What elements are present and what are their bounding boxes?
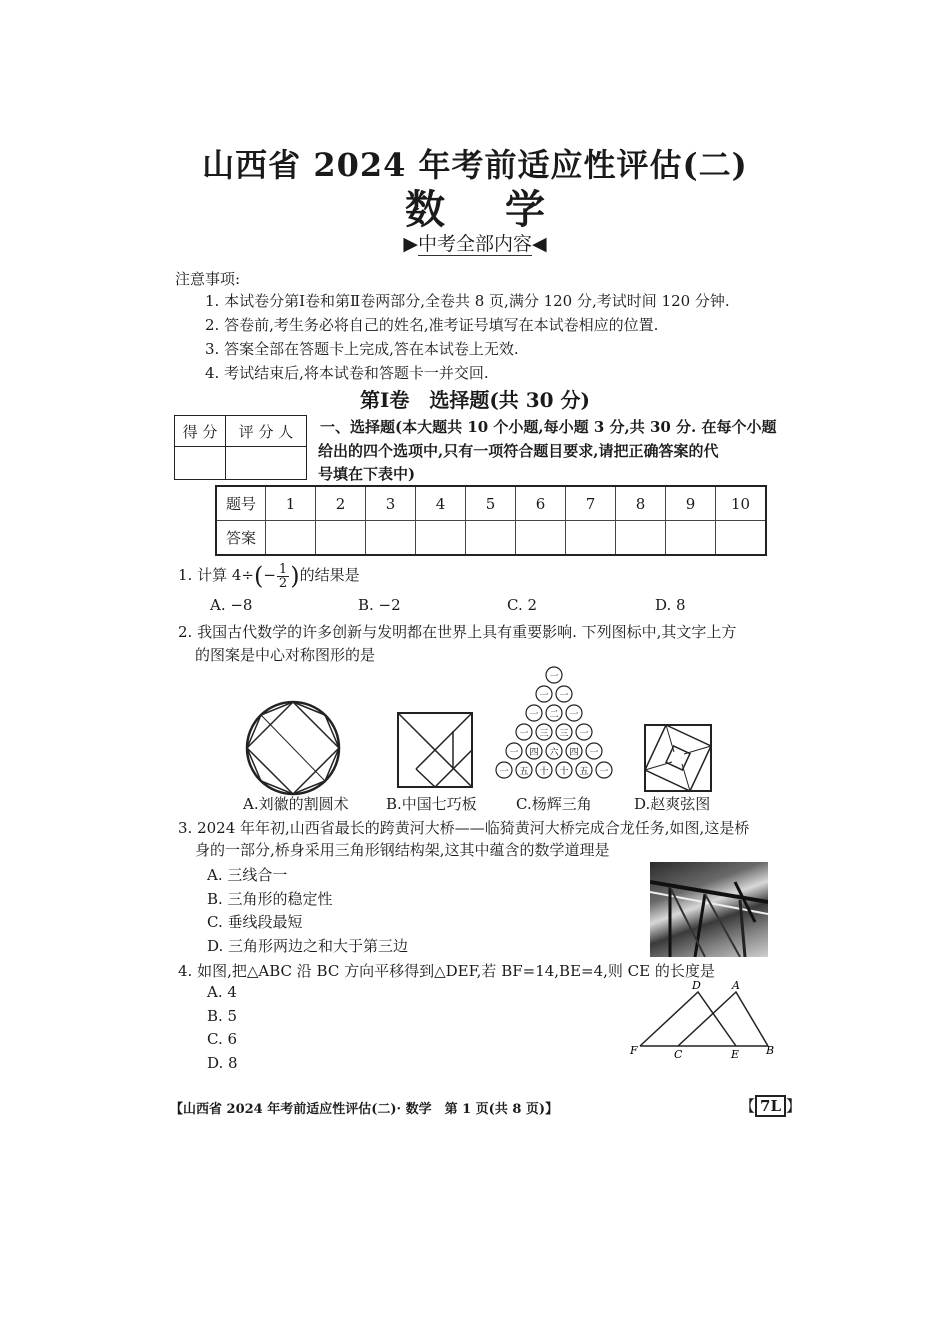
question-number: 8 [616, 486, 666, 521]
yanghui-label: 一 [599, 767, 609, 777]
q1-prefix: 1. 计算 4÷ [178, 566, 254, 584]
yanghui-label: 一 [549, 672, 559, 682]
instructions-line: 给出的四个选项中,只有一项符合题目要求,请把正确答案的代 [318, 442, 719, 460]
section-title: 第Ⅰ卷 选择题(共 30 分) [359, 388, 591, 412]
q1-neg: − [263, 566, 276, 584]
yanghui-label: 一 [519, 729, 529, 739]
yanghui-label: 十 [539, 767, 549, 777]
question-number: 10 [716, 486, 767, 521]
q3-option-c: C. 垂线段最短 [207, 913, 303, 931]
q1-fraction [277, 563, 289, 590]
answer-cell[interactable] [616, 521, 666, 556]
yanghui-label: 三 [559, 729, 569, 739]
question-number: 6 [516, 486, 566, 521]
yanghui-label: 五 [519, 767, 529, 777]
notice-item: 1. 本试卷分第Ⅰ卷和第Ⅱ卷两部分,全卷共 8 页,满分 120 分,考试时间 120 分钟. [205, 292, 730, 310]
question-number: 2 [316, 486, 366, 521]
q4-option-c: C. 6 [207, 1030, 238, 1048]
paper-code-value: 7L [755, 1095, 786, 1117]
exam-title: 山西省 2024 年考前适应性评估(二) [202, 146, 748, 184]
answer-cell[interactable] [516, 521, 566, 556]
answer-cell[interactable] [666, 521, 716, 556]
yanghui-label: 一 [569, 710, 579, 720]
q4-option-a: A. 4 [207, 983, 237, 1001]
question-number-label: 题号 [216, 486, 266, 521]
zhao-shuang-figure [644, 724, 712, 792]
yanghui-label: 一 [559, 691, 569, 701]
q4-option-d: D. 8 [207, 1054, 238, 1072]
yanghui-label: 六 [549, 748, 559, 758]
score-label: 得 分 [175, 416, 226, 447]
instructions-line: 号填在下表中) [318, 465, 416, 483]
answer-table-answer-row [216, 521, 766, 556]
instructions-line: 一、选择题(本大题共 10 个小题,每小题 3 分,共 30 分. 在每个小题 [320, 418, 777, 436]
yanghui-label: 四 [529, 748, 539, 758]
yanghui-label: 十 [559, 767, 569, 777]
answer-cell[interactable] [366, 521, 416, 556]
figure-c-caption: C.杨辉三角 [516, 795, 592, 813]
yanghui-label: 二 [549, 710, 559, 720]
q4-option-b: B. 5 [207, 1007, 238, 1025]
q1-option-d: D. 8 [655, 596, 686, 614]
yanghui-label: 一 [509, 748, 519, 758]
question-number: 7 [566, 486, 616, 521]
yanghui-label: 一 [589, 748, 599, 758]
answer-cell[interactable] [466, 521, 516, 556]
bridge-photo [650, 862, 768, 957]
tangram-figure [397, 712, 473, 788]
figure-a-caption: A.刘徽的割圆术 [243, 795, 349, 813]
yanghui-label: 五 [579, 767, 589, 777]
grader-cell [226, 447, 307, 480]
q1-option-a: A. −8 [210, 596, 253, 614]
grader-label: 评 分 人 [226, 416, 307, 447]
answer-table-header-row [216, 486, 766, 521]
yanghui-label: 一 [499, 767, 509, 777]
notice-item: 4. 考试结束后,将本试卷和答题卡一并交回. [205, 364, 489, 382]
question-1-stem: 1. 计算 4÷(− $\frac{1}{2}$ )的结果是 [178, 561, 360, 591]
question-number: 3 [366, 486, 416, 521]
notice-item: 3. 答案全部在答题卡上完成,答在本试卷上无效. [205, 340, 519, 358]
notice-heading: 注意事项: [175, 270, 241, 288]
answer-table [215, 485, 767, 556]
score-cell [175, 447, 226, 480]
q1-den: 2 [278, 575, 288, 591]
q1-option-b: B. −2 [358, 596, 401, 614]
exam-scope: ▶中考全部内容◀ [403, 233, 547, 255]
q1-suffix: 的结果是 [299, 566, 360, 584]
subject-title: 数学 [405, 186, 605, 233]
q3-option-b: B. 三角形的稳定性 [207, 890, 333, 908]
cut-circle-figure [243, 698, 343, 798]
question-3-stem: 3. 2024 年年初,山西省最长的跨黄河大桥——临猗黄河大桥完成合龙任务,如图,这是桥 [178, 819, 750, 837]
yanghui-triangle-figure [491, 665, 617, 791]
label-b: B [766, 1044, 775, 1057]
question-number: 9 [666, 486, 716, 521]
answer-cell[interactable] [316, 521, 366, 556]
score-box [174, 415, 307, 480]
yanghui-label: 一 [579, 729, 589, 739]
label-a: A [732, 979, 740, 992]
yanghui-label: 一 [539, 691, 549, 701]
question-number: 5 [466, 486, 516, 521]
scope-text: 中考全部内容 [417, 233, 532, 255]
q1-option-c: C. 2 [507, 596, 538, 614]
label-c: C [674, 1048, 683, 1061]
answer-cell[interactable] [716, 521, 767, 556]
question-2-stem-cont: 的图案是中心对称图形的是 [195, 646, 376, 664]
question-number: 4 [416, 486, 466, 521]
yanghui-label: 一 [529, 710, 539, 720]
q3-option-a: A. 三线合一 [207, 866, 288, 884]
answer-cell[interactable] [416, 521, 466, 556]
question-3-stem-cont: 身的一部分,桥身采用三角形钢结构架,这其中蕴含的数学道理是 [195, 841, 610, 859]
question-number: 1 [266, 486, 316, 521]
q3-option-d: D. 三角形两边之和大于第三边 [207, 937, 409, 955]
question-4-stem: 4. 如图,把△ABC 沿 BC 方向平移得到△DEF,若 BF=14,BE=4,则 CE 的长度是 [178, 962, 715, 980]
q1-num: 1 [278, 561, 288, 577]
label-f: F [630, 1044, 638, 1057]
notice-item: 2. 答卷前,考生务必将自己的姓名,准考证号填写在本试卷相应的位置. [205, 316, 659, 334]
label-d: D [692, 979, 701, 992]
label-e: E [731, 1048, 740, 1061]
yanghui-label: 四 [569, 748, 579, 758]
answer-cell[interactable] [266, 521, 316, 556]
yanghui-label: 三 [539, 729, 549, 739]
paper-code: 【 7L 】 [740, 1097, 802, 1115]
question-2-stem: 2. 我国古代数学的许多创新与发明都在世界上具有重要影响. 下列图标中,其文字上方 [178, 623, 737, 641]
figure-d-caption: D.赵爽弦图 [634, 795, 711, 813]
page-footer: 【山西省 2024 年考前适应性评估(二)· 数学 第 1 页(共 8 页)】 [170, 1102, 559, 1117]
answer-cell[interactable] [566, 521, 616, 556]
answer-label: 答案 [216, 521, 266, 556]
triangle-translation-figure [628, 976, 778, 1062]
figure-b-caption: B.中国七巧板 [386, 795, 477, 813]
